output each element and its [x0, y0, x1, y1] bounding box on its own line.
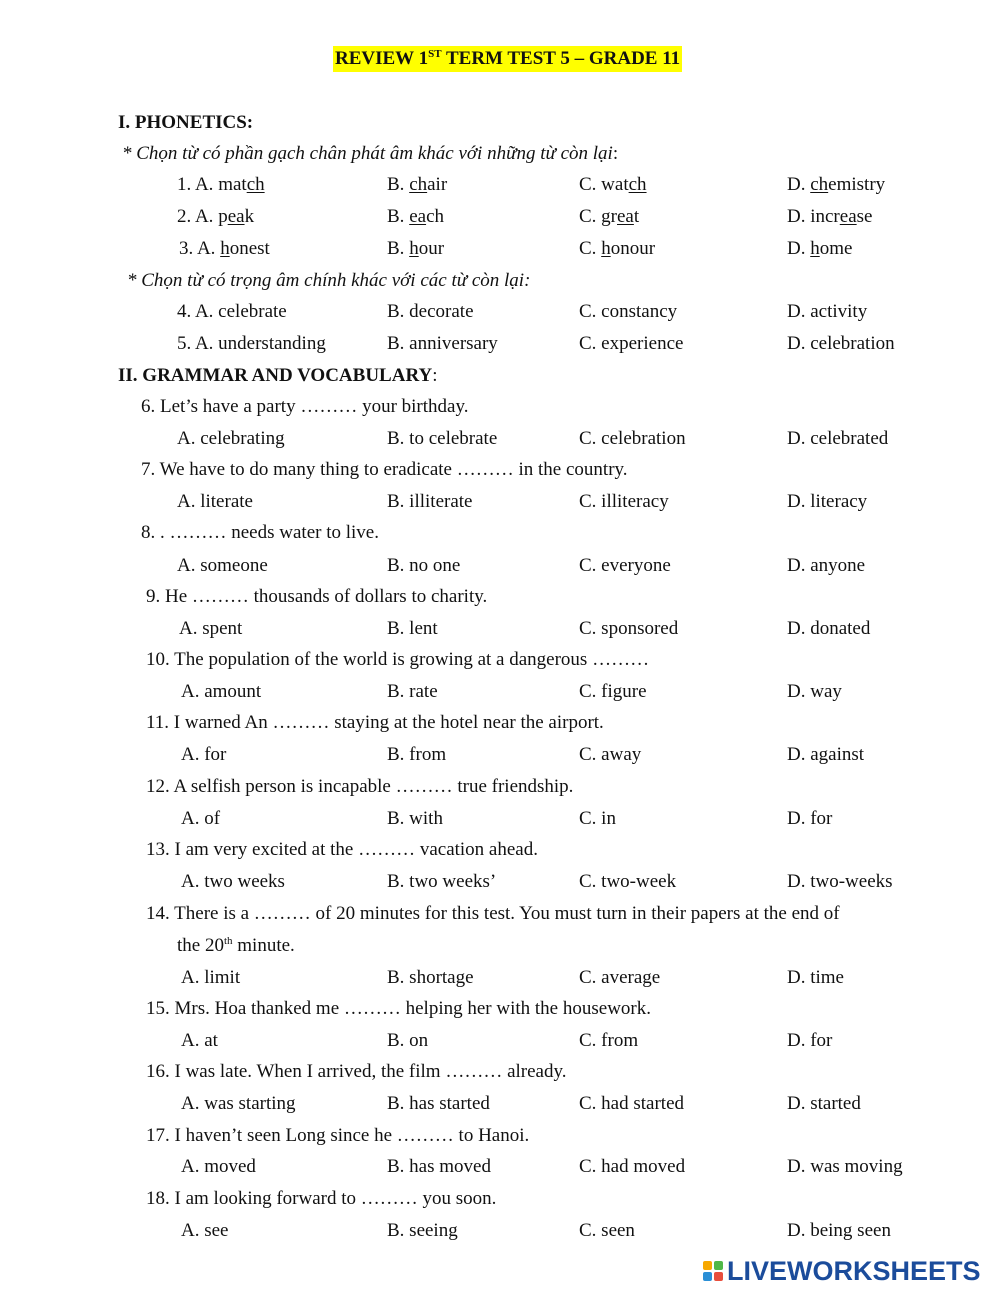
liveworksheets-icon [703, 1261, 723, 1281]
question-12-option-a: A. of [181, 808, 221, 829]
question-14-stem-continued: the 20th minute. [177, 935, 295, 956]
question-9-option-a: A. spent [179, 618, 243, 639]
question-9-option-c: C. sponsored [579, 618, 679, 639]
question-10-option-a: A. amount [181, 681, 262, 702]
question-12-stem: 12. A selfish person is incapable ……… true friendship. [146, 776, 574, 797]
question-14-option-a: A. limit [181, 967, 241, 988]
question-17-option-d: D. was moving [787, 1156, 903, 1177]
question-13-option-c: C. two-week [579, 871, 677, 892]
page-title: REVIEW 1ST TERM TEST 5 – GRADE 11 [333, 46, 682, 72]
question-14-option-c: C. average [579, 967, 661, 988]
instruction-stress: * Chọn từ có trọng âm chính khác với các từ còn lại: [127, 270, 531, 291]
question-13-option-b: B. two weeks’ [387, 871, 497, 892]
question-11-stem: 11. I warned An ……… staying at the hotel near the airport. [146, 712, 604, 733]
question-8-option-b: B. no one [387, 555, 461, 576]
question-3-option-b: B. hour [387, 238, 445, 259]
question-4-option-b: B. decorate [387, 301, 474, 322]
question-2-option-c: C. great [579, 206, 640, 227]
question-10-option-c: C. figure [579, 681, 647, 702]
question-11-option-a: A. for [181, 744, 227, 765]
section-heading-grammar: II. GRAMMAR AND VOCABULARY: [118, 365, 438, 386]
question-2-option-d: D. increase [787, 206, 873, 227]
question-16-option-d: D. started [787, 1093, 861, 1114]
question-6-option-b: B. to celebrate [387, 428, 498, 449]
question-4-option-d: D. activity [787, 301, 868, 322]
question-7-stem: 7. We have to do many thing to eradicate ……… in the country. [141, 459, 628, 480]
question-1-option-a: 1. A. match [177, 174, 265, 195]
question-14-option-d: D. time [787, 967, 844, 988]
question-16-option-a: A. was starting [181, 1093, 296, 1114]
question-10-option-b: B. rate [387, 681, 438, 702]
question-15-option-d: D. for [787, 1030, 833, 1051]
question-11-option-c: C. away [579, 744, 642, 765]
logo-square-2 [714, 1261, 723, 1270]
question-18-stem: 18. I am looking forward to ……… you soon. [146, 1188, 497, 1209]
question-14-option-b: B. shortage [387, 967, 474, 988]
question-8-option-d: D. anyone [787, 555, 866, 576]
question-9-stem: 9. He ……… thousands of dollars to charity. [146, 586, 488, 607]
question-4-option-a: 4. A. celebrate [177, 301, 287, 322]
liveworksheets-logo[interactable] [703, 1254, 981, 1288]
question-2-option-a: 2. A. peak [177, 206, 255, 227]
question-7-option-c: C. illiteracy [579, 491, 669, 512]
question-1-option-c: C. watch [579, 174, 647, 195]
question-17-option-c: C. had moved [579, 1156, 686, 1177]
question-10-option-d: D. way [787, 681, 842, 702]
question-8-option-c: C. everyone [579, 555, 671, 576]
question-7-option-a: A. literate [177, 491, 253, 512]
question-8-stem: 8. . ……… needs water to live. [141, 522, 379, 543]
question-18-option-a: A. see [181, 1220, 229, 1241]
question-9-option-d: D. donated [787, 618, 871, 639]
logo-text: LIVEWORKSHEETS [727, 1255, 981, 1286]
logo-square-4 [714, 1272, 723, 1281]
question-12-option-d: D. for [787, 808, 833, 829]
question-16-option-b: B. has started [387, 1093, 490, 1114]
question-6-option-a: A. celebrating [177, 428, 285, 449]
question-18-option-b: B. seeing [387, 1220, 458, 1241]
logo-square-3 [703, 1272, 712, 1281]
question-15-option-b: B. on [387, 1030, 429, 1051]
question-17-option-b: B. has moved [387, 1156, 491, 1177]
question-13-option-d: D. two-weeks [787, 871, 893, 892]
question-13-stem: 13. I am very excited at the ……… vacation ahead. [146, 839, 538, 860]
question-9-option-b: B. lent [387, 618, 438, 639]
question-1-option-d: D. chemistry [787, 174, 886, 195]
question-5-option-c: C. experience [579, 333, 684, 354]
question-15-option-a: A. at [181, 1030, 218, 1051]
question-12-option-b: B. with [387, 808, 443, 829]
question-11-option-d: D. against [787, 744, 865, 765]
question-3-option-c: C. honour [579, 238, 656, 259]
logo-square-1 [703, 1261, 712, 1270]
question-4-option-c: C. constancy [579, 301, 678, 322]
question-6-stem: 6. Let’s have a party ……… your birthday. [141, 396, 469, 417]
question-16-option-c: C. had started [579, 1093, 685, 1114]
question-2-option-b: B. each [387, 206, 444, 227]
question-18-option-c: C. seen [579, 1220, 635, 1241]
section-heading-phonetics: I. PHONETICS: [118, 112, 254, 133]
question-8-option-a: A. someone [177, 555, 268, 576]
instruction-pronunciation: * Chọn từ có phần gạch chân phát âm khác với những từ còn lại: [122, 143, 619, 164]
question-15-option-c: C. from [579, 1030, 639, 1051]
question-6-option-c: C. celebration [579, 428, 686, 449]
question-15-stem: 15. Mrs. Hoa thanked me ……… helping her with the housework. [146, 998, 651, 1019]
question-1-option-b: B. chair [387, 174, 448, 195]
question-11-option-b: B. from [387, 744, 447, 765]
question-10-stem: 10. The population of the world is growing at a dangerous ……… [146, 649, 650, 670]
question-14-stem: 14. There is a ……… of 20 minutes for this test. You must turn in their papers at the end of [146, 903, 840, 924]
question-12-option-c: C. in [579, 808, 616, 829]
question-13-option-a: A. two weeks [181, 871, 285, 892]
question-17-stem: 17. I haven’t seen Long since he ……… to Hanoi. [146, 1125, 530, 1146]
question-7-option-d: D. literacy [787, 491, 868, 512]
question-5-option-b: B. anniversary [387, 333, 498, 354]
question-3-option-d: D. home [787, 238, 853, 259]
question-18-option-d: D. being seen [787, 1220, 891, 1241]
question-6-option-d: D. celebrated [787, 428, 889, 449]
question-5-option-a: 5. A. understanding [177, 333, 326, 354]
question-7-option-b: B. illiterate [387, 491, 473, 512]
question-3-option-a: 3. A. honest [179, 238, 270, 259]
question-16-stem: 16. I was late. When I arrived, the film ……… already. [146, 1061, 567, 1082]
question-17-option-a: A. moved [181, 1156, 256, 1177]
question-5-option-d: D. celebration [787, 333, 895, 354]
